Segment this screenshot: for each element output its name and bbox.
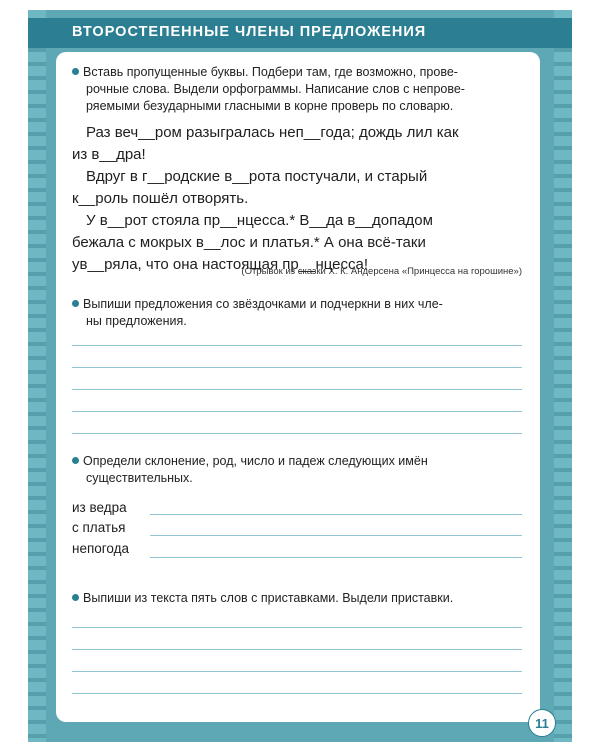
answer-line[interactable] xyxy=(72,627,522,628)
answer-line[interactable] xyxy=(72,693,522,694)
story-line: Вдруг в г__родские в__рота постучали, и старый xyxy=(86,168,428,185)
task1-instruction xyxy=(72,64,532,115)
answer-line[interactable] xyxy=(72,649,522,650)
story-line: из в__дра! xyxy=(72,146,146,163)
right-stripes-decoration xyxy=(554,10,572,742)
page-number: 11 xyxy=(528,709,556,737)
story-line: У в__рот стояла пр__нцесса.* В__да в__допадом xyxy=(86,212,433,229)
answer-line[interactable] xyxy=(150,535,522,536)
answer-line[interactable] xyxy=(72,389,522,390)
task2-instruction-line: ны предложения. xyxy=(86,314,187,328)
task2-instruction xyxy=(72,296,532,330)
task1-instruction-line: ряемыми безударными гласными в корне проверь по словарю. xyxy=(86,99,454,113)
word-label: непогода xyxy=(72,541,130,556)
task3-instruction xyxy=(72,453,532,487)
answer-line[interactable] xyxy=(72,433,522,434)
story-line: к__роль пошёл отворять. xyxy=(72,190,249,207)
word-label: из ведра xyxy=(72,500,127,515)
story-line: Раз веч__ром разыгралась неп__года; дождь лил как xyxy=(86,124,459,141)
word-label: с платья xyxy=(72,520,126,535)
task4-instruction xyxy=(72,590,532,607)
story-text xyxy=(72,122,536,276)
left-stripes-decoration xyxy=(28,10,46,742)
answer-line[interactable] xyxy=(150,557,522,558)
answer-line[interactable] xyxy=(72,671,522,672)
story-source: (Отрывок из сказки Х. К. Андерсена «Принцесса на горошине») xyxy=(241,266,522,277)
story-line: ув__ряла, что она настоящая пр__нцесса! xyxy=(72,256,369,273)
answer-line[interactable] xyxy=(150,514,522,515)
page-title: ВТОРОСТЕПЕННЫЕ ЧЛЕНЫ ПРЕДЛОЖЕНИЯ xyxy=(72,24,427,40)
task3-instruction-line: существительных. xyxy=(86,471,193,485)
task4-instruction-text: Выпиши из текста пять слов с приставками. Выдели приставки. xyxy=(83,591,454,605)
task1-instruction-line: Вставь пропущенные буквы. Подбери там, где возможно, прове- xyxy=(83,65,458,79)
bullet-icon xyxy=(72,457,79,464)
answer-line[interactable] xyxy=(72,411,522,412)
answer-line[interactable] xyxy=(72,367,522,368)
bullet-icon xyxy=(72,300,79,307)
bullet-icon xyxy=(72,68,79,75)
bullet-icon xyxy=(72,594,79,601)
task3-instruction-line: Определи склонение, род, число и падеж следующих имён xyxy=(83,454,428,468)
answer-line[interactable] xyxy=(72,345,522,346)
story-line: бежала с мокрых в__лос и платья.* А она всё-таки xyxy=(72,234,426,251)
task2-instruction-line: Выпиши предложения со звёздочками и подчеркни в них чле- xyxy=(83,297,443,311)
task1-instruction-line: рочные слова. Выдели орфограммы. Написание слов с непрове- xyxy=(86,82,465,96)
